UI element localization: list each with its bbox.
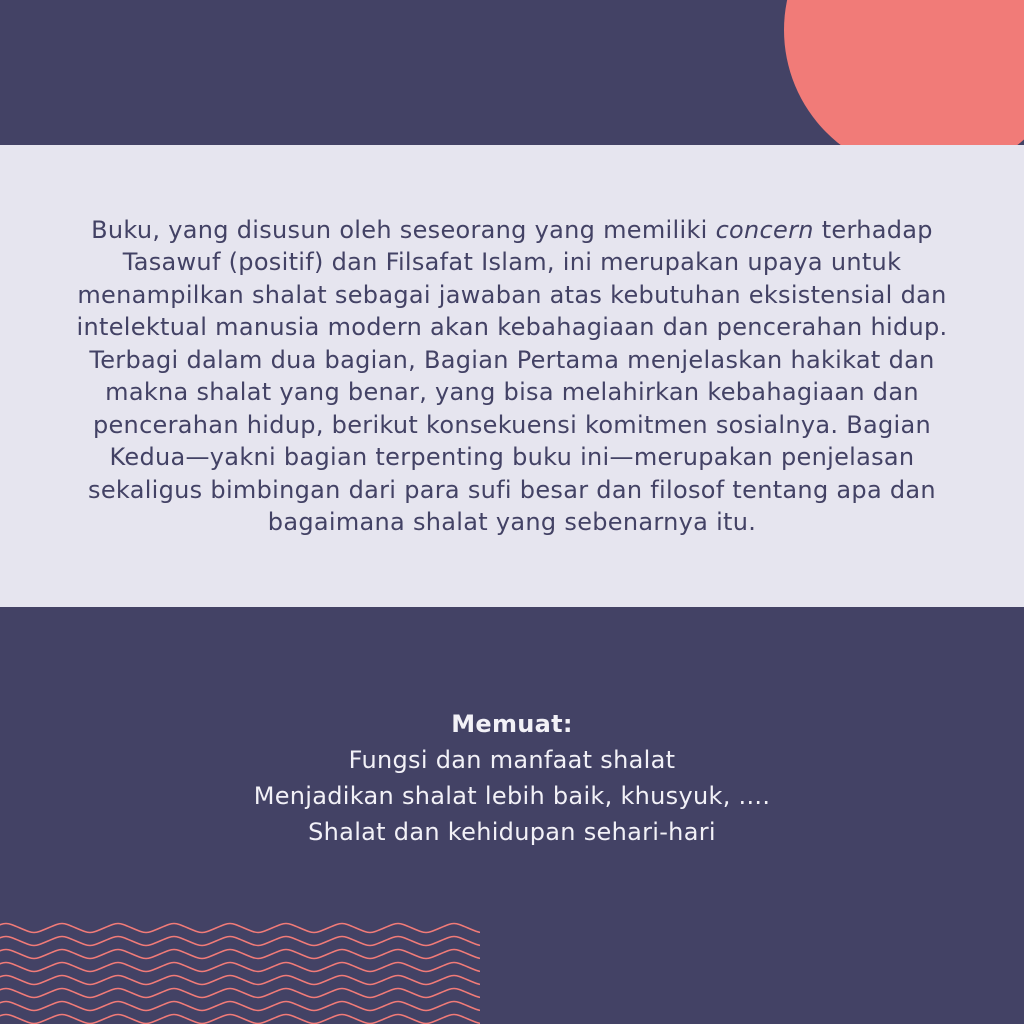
wave-line: [0, 1015, 480, 1024]
wave-line: [0, 937, 480, 946]
wave-line: [0, 1002, 480, 1011]
wave-line: [0, 976, 480, 985]
wave-line: [0, 963, 480, 972]
description-panel: [0, 145, 1024, 607]
contents-section: [0, 706, 1024, 850]
wave-line: [0, 989, 480, 998]
contents-item: Menjadikan shalat lebih baik, khusyuk, ....: [253, 782, 771, 810]
wave-line: [0, 924, 480, 933]
description-emphasis: concern: [715, 215, 814, 244]
book-description: [70, 214, 954, 539]
wave-line: [0, 950, 480, 959]
description-part-1: Buku, yang disusun oleh seseorang yang memiliki: [91, 215, 716, 244]
description-part-2: terhadap Tasawuf (positif) dan Filsafat Islam, ini merupakan upaya untuk menampilkan shalat sebagai jawaban atas kebutuhan eksistensial dan intelektual manusia modern akan kebahagiaan dan pencerahan hidup. Terbagi dalam dua bagian, Bagian Pertama menjelaskan hakikat dan makna shalat yang benar, yang bisa melahirkan kebahagiaan dan pencerahan hidup, berikut konsekuensi komitmen sosialnya. Bagian Kedua—yakni bagian terpenting buku ini—merupakan penjelasan sekaligus bimbingan dari para sufi besar dan filosof tentang apa dan bagaimana shalat yang sebenarnya itu.: [76, 215, 948, 536]
contents-item: Fungsi dan manfaat shalat: [348, 746, 676, 774]
wave-decoration: [0, 912, 480, 1024]
contents-heading: Memuat:: [451, 710, 573, 738]
contents-item: Shalat dan kehidupan sehari-hari: [308, 818, 716, 846]
wave-lines-graphic: [0, 912, 480, 1024]
